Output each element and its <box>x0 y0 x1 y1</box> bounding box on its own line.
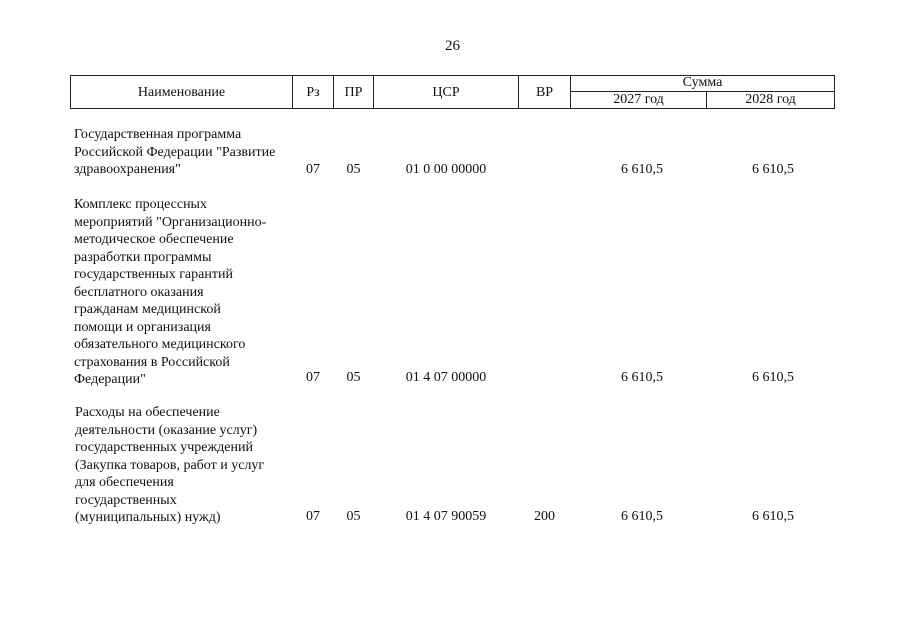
header-bottom-border <box>70 108 835 109</box>
row-rz: 07 <box>306 162 320 177</box>
header-vr: ВР <box>535 85 554 100</box>
row-name: Расходы на обеспечение деятельности (оказание услуг) государственных учреждений (Закупка товаров, работ и услуг для обеспечения государственных (муниципальных) нужд) <box>75 405 265 525</box>
row-sum-2027: 6 610,5 <box>621 162 663 177</box>
header-rz: Рз <box>306 85 320 100</box>
row-sum-2027: 6 610,5 <box>621 509 663 524</box>
row-rz: 07 <box>306 370 320 385</box>
row-csr: 01 4 07 90059 <box>405 509 487 524</box>
header-sum: Сумма <box>682 75 723 90</box>
header-csr: ЦСР <box>432 85 460 100</box>
row-pr: 05 <box>346 162 361 177</box>
row-pr: 05 <box>346 509 361 524</box>
header-year-2027: 2027 год <box>613 92 664 107</box>
row-vr: 200 <box>534 509 555 524</box>
row-csr: 01 4 07 00000 <box>405 370 487 385</box>
row-name: Комплекс процессных мероприятий "Организационно- методическое обеспечение разработки программы государственных гарантий бесплатного оказания гражданам медицинской помощи и организация обязательного медицинского страхования в Российской Федерации" <box>74 197 267 387</box>
row-rz: 07 <box>306 509 320 524</box>
row-sum-2028: 6 610,5 <box>752 370 794 385</box>
header-pr: ПР <box>344 85 363 100</box>
row-sum-2027: 6 610,5 <box>621 370 663 385</box>
row-csr: 01 0 00 00000 <box>405 162 487 177</box>
row-sum-2028: 6 610,5 <box>752 162 794 177</box>
header-name: Наименование <box>137 85 226 100</box>
header-right-border <box>834 75 835 109</box>
row-pr: 05 <box>346 370 361 385</box>
page-number: 26 <box>445 38 460 54</box>
row-name: Государственная программа Российской Федерации "Развитие здравоохранения" <box>74 127 276 177</box>
row-sum-2028: 6 610,5 <box>752 509 794 524</box>
header-year-2028: 2028 год <box>745 92 796 107</box>
